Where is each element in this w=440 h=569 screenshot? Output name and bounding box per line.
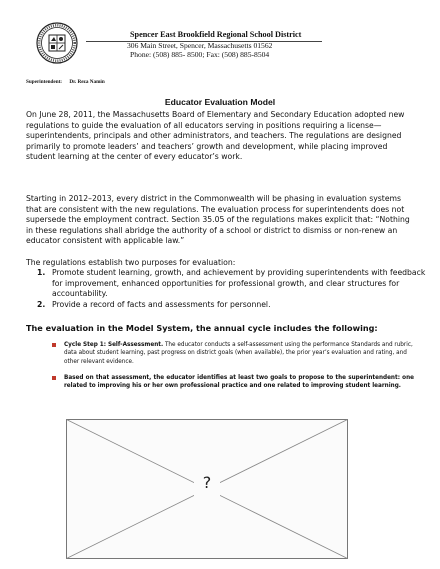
seal-icon bbox=[36, 22, 78, 64]
list-item-text: Promote student learning, growth, and achievement by providing superintendents with feedback for improvement, enhanced opportunities for professional growth, and clear structures for accountability. bbox=[52, 268, 426, 299]
purposes-list bbox=[26, 268, 426, 310]
list-item bbox=[52, 374, 414, 391]
cycle-goals-list bbox=[52, 374, 414, 391]
bullet-icon bbox=[52, 376, 56, 380]
list-item bbox=[26, 300, 426, 311]
district-phone-fax: Phone: (508) 885- 8500; Fax: (508) 885-8504 bbox=[130, 49, 270, 59]
district-name: Spencer East Brookfield Regional School District bbox=[130, 30, 302, 39]
list-item-text: Provide a record of facts and assessments for personnel. bbox=[52, 299, 271, 309]
list-item bbox=[52, 341, 414, 366]
cycle-step-text: The educator conducts a self-assessment using the performance Standards and rubric, data about student learning, past progress on district goals (when available), the prior year’s evaluation and rating, and other relevant evidence. bbox=[64, 342, 413, 365]
superintendent-label: Superintendent: bbox=[26, 79, 63, 85]
document-title: Educator Evaluation Model bbox=[164, 97, 276, 107]
list-number: 1. bbox=[37, 268, 46, 277]
district-address-block bbox=[127, 42, 272, 59]
bullet-icon bbox=[52, 343, 56, 347]
cycle-step-label: Cycle Step 1: Self-Assessment. bbox=[64, 342, 164, 348]
image-placeholder bbox=[66, 419, 348, 559]
purposes-intro: The regulations establish two purposes for evaluation: bbox=[26, 258, 236, 267]
district-address: 306 Main Street, Spencer, Massachusetts 01562 bbox=[127, 41, 273, 50]
intro-paragraph: On June 28, 2011, the Massachusetts Board of Elementary and Secondary Education adopted new regulations to guide the evaluation of all educators serving in positions requiring a license—superintendents, principals and other administrators, and teachers. The regulations are designed primarily to promote leaders’ and teachers’ growth and development, while placing improved student learning at the center of every educator’s work. bbox=[26, 110, 405, 162]
question-mark-icon: ? bbox=[202, 473, 212, 492]
superintendent-line bbox=[26, 79, 105, 85]
phase-in-paragraph: Starting in 2012–2013, every district in the Commonwealth will be phasing in evaluation systems that are consistent with the new regulations. The evaluation process for superintendents does not supersede the employment contract. Section 35.05 of the regulations makes explicit that: “Nothing in these regulations shall abridge the authority of a school or district to dismiss or non-renew an educator consistent with applicable law.” bbox=[26, 194, 410, 246]
cycle-goals-text: Based on that assessment, the educator identifies at least two goals to propose to the superintendent: one related to improving his or her own professional practice and one related to improving student learning. bbox=[64, 375, 414, 390]
list-number: 2. bbox=[37, 299, 46, 309]
list-item bbox=[26, 268, 426, 300]
cycle-heading: The evaluation in the Model System, the annual cycle includes the following: bbox=[26, 323, 378, 333]
cycle-step-list bbox=[52, 341, 414, 366]
superintendent-name: Dr. Reza Namin bbox=[69, 79, 105, 85]
